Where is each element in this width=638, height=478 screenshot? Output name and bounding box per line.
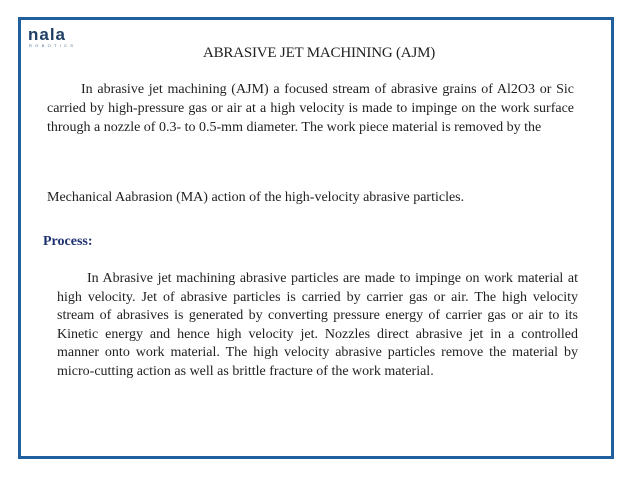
- logo-subtitle: ROBOTICS: [29, 43, 77, 48]
- intro-paragraph: In abrasive jet machining (AJM) a focused stream of abrasive grains of Al2O3 or Sic carried by high-pressure gas or air at a high velocity is made to impinge on the work surface through a nozzle of 0.3- to 0.5-mm diameter. The work piece material is removed by the: [47, 82, 574, 135]
- continuation-paragraph: Mechanical Aabrasion (MA) action of the high-velocity abrasive particles.: [47, 190, 465, 205]
- page-title: ABRASIVE JET MACHINING (AJM): [202, 45, 436, 61]
- process-paragraph: In Abrasive jet machining abrasive particles are made to impinge on work material at high velocity. Jet of abrasive particles is carried by carrier gas or air. The high velocity stream of abrasives is generated by converting pressure energy of carrier gas or air to its Kinetic energy and hence high velocity jet. Nozzles direct abrasive jet in a controlled manner onto work material. The high velocity abrasive particles remove the material by micro-cutting action as well as brittle fracture of the work material.: [57, 271, 578, 379]
- process-heading: Process:: [43, 234, 93, 249]
- logo-wordmark: nala: [28, 25, 67, 44]
